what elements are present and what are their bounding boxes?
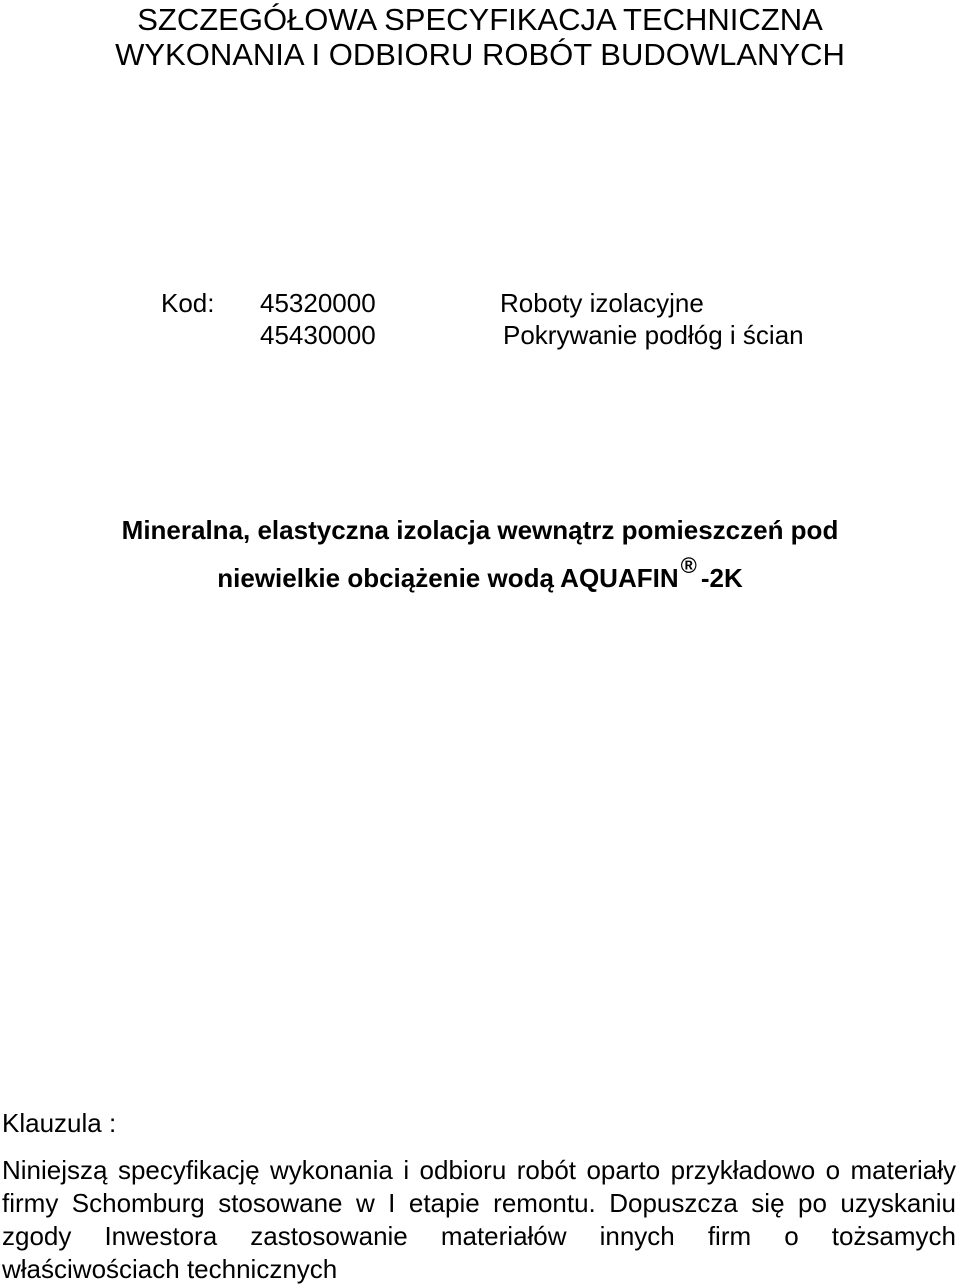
code-number: 45430000 xyxy=(260,320,376,350)
code-description: Roboty izolacyjne xyxy=(500,288,704,318)
subject-line-1: Mineralna, elastyczna izolacja wewnątrz pomieszczeń pod xyxy=(121,515,839,545)
document-title-line-2: WYKONANIA I ODBIORU ROBÓT BUDOWLANYCH xyxy=(115,37,845,72)
document-title-line-1: SZCZEGÓŁOWA SPECYFIKACJA TECHNICZNA xyxy=(137,2,823,37)
product-suffix: -2K xyxy=(700,563,743,593)
clause-text: Niniejszą specyfikację wykonania i odbioru robót oparto przykładowo o materiały firmy Schomburg stosowane w I etapie remontu. Dopuszcza się po uzyskaniu zgody Inwestora zastosowanie materiałów innych firm o tożsamych właściwościach technicznych xyxy=(2,1155,956,1284)
subject-line-2 xyxy=(0,553,960,598)
subject-line-2-text: niewielkie obciążenie wodą AQUAFIN xyxy=(217,563,679,593)
code-label: Kod: xyxy=(161,288,215,318)
registered-trademark-icon: ® xyxy=(680,553,697,578)
clause-label: Klauzula : xyxy=(2,1108,117,1138)
code-row xyxy=(0,320,960,350)
code-number: 45320000 xyxy=(260,288,376,318)
document-title xyxy=(0,2,960,72)
code-row xyxy=(0,288,960,318)
code-description: Pokrywanie podłóg i ścian xyxy=(503,320,804,350)
